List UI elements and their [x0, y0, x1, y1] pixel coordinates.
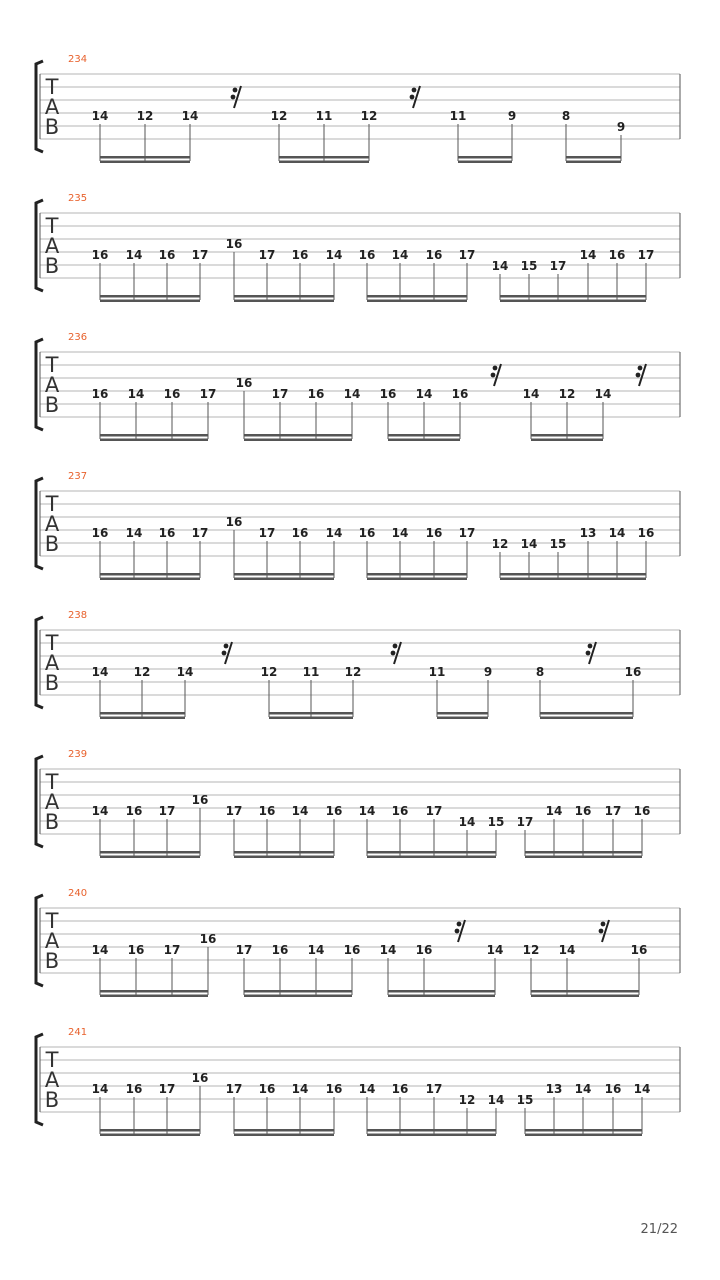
fret-number: 15 [516, 1093, 534, 1107]
tab-clef-letter: A [44, 373, 60, 397]
beam [388, 439, 460, 442]
fret-number: 16 [158, 248, 176, 262]
beam [234, 300, 334, 303]
tab-clef-letter: B [44, 532, 60, 556]
rest-flag-dot [412, 88, 417, 93]
fret-number: 16 [633, 804, 651, 818]
fret-number: 11 [315, 109, 333, 123]
beam [234, 573, 334, 576]
tab-clef-letter: T [45, 492, 59, 516]
fret-number: 17 [637, 248, 655, 262]
tab-clef-letter: B [44, 393, 60, 417]
beam [458, 161, 512, 164]
tab-clef-letter: A [44, 790, 60, 814]
beam [279, 156, 369, 159]
beam [388, 434, 460, 437]
tab-clef-letter: A [44, 929, 60, 953]
fret-number: 14 [415, 387, 433, 401]
fret-number: 14 [325, 248, 343, 262]
beam [540, 712, 633, 715]
beam [269, 712, 353, 715]
beam [100, 434, 208, 437]
tab-clef-letter: A [44, 1068, 60, 1092]
fret-number: 14 [307, 943, 325, 957]
beam [244, 995, 352, 998]
fret-number: 17 [163, 943, 181, 957]
fret-number: 14 [458, 815, 476, 829]
fret-number: 13 [579, 526, 597, 540]
rest-flag-dot [410, 95, 415, 100]
fret-number: 17 [191, 248, 209, 262]
fret-number: 16 [608, 248, 626, 262]
fret-number: 16 [125, 1082, 143, 1096]
beam [525, 1129, 642, 1132]
fret-number: 8 [535, 665, 545, 679]
fret-number: 17 [425, 804, 443, 818]
beam [367, 1134, 496, 1137]
fret-number: 17 [458, 526, 476, 540]
fret-number: 12 [270, 109, 288, 123]
fret-number: 14 [125, 526, 143, 540]
fret-number: 14 [520, 537, 538, 551]
beam [525, 1134, 642, 1137]
beam [525, 856, 642, 859]
fret-number: 16 [291, 248, 309, 262]
tab-clef-letter: A [44, 234, 60, 258]
rest-flag-dot [493, 366, 498, 371]
fret-number: 16 [630, 943, 648, 957]
fret-number: 14 [358, 804, 376, 818]
fret-number: 14 [91, 665, 109, 679]
beam [437, 717, 488, 720]
fret-number: 16 [91, 387, 109, 401]
rest-flag-dot [586, 651, 591, 656]
tab-clef-letter: B [44, 115, 60, 139]
fret-number: 16 [163, 387, 181, 401]
beam [500, 300, 646, 303]
fret-number: 14 [291, 804, 309, 818]
tab-clef-letter: T [45, 909, 59, 933]
fret-number: 16 [604, 1082, 622, 1096]
rest-flag-dot [588, 644, 593, 649]
fret-number: 16 [343, 943, 361, 957]
fret-number: 14 [486, 943, 504, 957]
fret-number: 17 [158, 804, 176, 818]
measure-number: 239 [68, 749, 88, 760]
fret-number: 14 [522, 387, 540, 401]
fret-number: 9 [507, 109, 517, 123]
tab-clef-letter: A [44, 95, 60, 119]
measure-number: 236 [68, 332, 88, 343]
beam [531, 990, 639, 993]
beam [100, 439, 208, 442]
fret-number: 14 [91, 943, 109, 957]
beam [500, 578, 646, 581]
beam [234, 856, 334, 859]
fret-number: 17 [271, 387, 289, 401]
fret-number: 16 [235, 376, 253, 390]
fret-number: 16 [191, 1071, 209, 1085]
fret-number: 11 [449, 109, 467, 123]
fret-number: 17 [199, 387, 217, 401]
beam [531, 995, 639, 998]
beam [234, 851, 334, 854]
rest-flag-dot [638, 366, 643, 371]
beam [540, 717, 633, 720]
fret-number: 17 [458, 248, 476, 262]
fret-number: 13 [545, 1082, 563, 1096]
tab-clef-letter: T [45, 75, 59, 99]
fret-number: 17 [235, 943, 253, 957]
rest-flag-dot [231, 95, 236, 100]
beam [244, 439, 352, 442]
fret-number: 9 [483, 665, 493, 679]
tab-clef-letter: B [44, 1088, 60, 1112]
tab-clef-letter: B [44, 949, 60, 973]
rest-flag-dot [457, 922, 462, 927]
fret-number: 16 [425, 248, 443, 262]
fret-number: 16 [258, 1082, 276, 1096]
beam [388, 990, 495, 993]
fret-number: 14 [91, 804, 109, 818]
beam [100, 295, 200, 298]
beam [269, 717, 353, 720]
beam [367, 856, 496, 859]
beam [367, 1129, 496, 1132]
fret-number: 14 [176, 665, 194, 679]
beam [388, 995, 495, 998]
beam [100, 578, 200, 581]
fret-number: 14 [291, 1082, 309, 1096]
beam [100, 161, 190, 164]
fret-number: 12 [344, 665, 362, 679]
rest-flag-dot [393, 644, 398, 649]
fret-number: 16 [415, 943, 433, 957]
fret-number: 17 [425, 1082, 443, 1096]
fret-number: 11 [302, 665, 320, 679]
fret-number: 14 [379, 943, 397, 957]
fret-number: 16 [425, 526, 443, 540]
beam [234, 578, 334, 581]
fret-number: 16 [391, 1082, 409, 1096]
rest-flag-dot [636, 373, 641, 378]
fret-number: 14 [574, 1082, 592, 1096]
fret-number: 12 [491, 537, 509, 551]
beam [531, 439, 603, 442]
fret-number: 14 [343, 387, 361, 401]
beam [100, 1134, 200, 1137]
beam [100, 995, 208, 998]
beam [367, 573, 467, 576]
fret-number: 15 [549, 537, 567, 551]
fret-number: 14 [391, 248, 409, 262]
fret-number: 14 [491, 259, 509, 273]
fret-number: 14 [594, 387, 612, 401]
measure-number: 241 [68, 1027, 88, 1038]
fret-number: 12 [360, 109, 378, 123]
fret-number: 16 [379, 387, 397, 401]
beam [500, 295, 646, 298]
rest-flag-dot [455, 929, 460, 934]
fret-number: 14 [91, 109, 109, 123]
beam [100, 1129, 200, 1132]
fret-number: 16 [624, 665, 642, 679]
beam [458, 156, 512, 159]
fret-number: 16 [574, 804, 592, 818]
fret-number: 16 [191, 793, 209, 807]
fret-number: 14 [579, 248, 597, 262]
fret-number: 11 [428, 665, 446, 679]
beam [525, 851, 642, 854]
fret-number: 16 [307, 387, 325, 401]
fret-number: 16 [637, 526, 655, 540]
fret-number: 14 [487, 1093, 505, 1107]
fret-number: 12 [458, 1093, 476, 1107]
tab-clef-letter: T [45, 353, 59, 377]
beam [234, 1129, 334, 1132]
fret-number: 14 [545, 804, 563, 818]
fret-number: 14 [125, 248, 143, 262]
page-number: 21/22 [640, 1222, 678, 1237]
fret-number: 17 [225, 1082, 243, 1096]
measure-number: 237 [68, 471, 88, 482]
fret-number: 16 [358, 526, 376, 540]
fret-number: 16 [358, 248, 376, 262]
fret-number: 14 [633, 1082, 651, 1096]
beam [100, 573, 200, 576]
fret-number: 16 [125, 804, 143, 818]
fret-number: 14 [91, 1082, 109, 1096]
tab-clef-letter: T [45, 1048, 59, 1072]
beam [367, 578, 467, 581]
rest-flag-dot [599, 929, 604, 934]
fret-number: 17 [158, 1082, 176, 1096]
beam [437, 712, 488, 715]
fret-number: 12 [558, 387, 576, 401]
beam [100, 717, 185, 720]
rest-flag-dot [222, 651, 227, 656]
beam [100, 856, 200, 859]
beam [100, 156, 190, 159]
beam [566, 161, 621, 164]
beam [234, 295, 334, 298]
rest-flag-dot [491, 373, 496, 378]
measure-number: 235 [68, 193, 88, 204]
fret-number: 17 [516, 815, 534, 829]
tab-clef-letter: T [45, 770, 59, 794]
fret-number: 17 [549, 259, 567, 273]
tab-clef-letter: B [44, 810, 60, 834]
fret-number: 16 [225, 515, 243, 529]
beam [100, 712, 185, 715]
beam [100, 990, 208, 993]
fret-number: 9 [616, 120, 626, 134]
fret-number: 17 [225, 804, 243, 818]
fret-number: 14 [608, 526, 626, 540]
measure-number: 238 [68, 610, 88, 621]
fret-number: 16 [451, 387, 469, 401]
fret-number: 12 [522, 943, 540, 957]
tab-clef-letter: A [44, 651, 60, 675]
fret-number: 16 [91, 248, 109, 262]
rest-flag-dot [233, 88, 238, 93]
fret-number: 17 [258, 526, 276, 540]
fret-number: 16 [127, 943, 145, 957]
beam [100, 851, 200, 854]
fret-number: 16 [271, 943, 289, 957]
fret-number: 17 [604, 804, 622, 818]
beam [531, 434, 603, 437]
beam [100, 300, 200, 303]
beam [244, 990, 352, 993]
fret-number: 12 [136, 109, 154, 123]
fret-number: 15 [487, 815, 505, 829]
tab-clef-letter: B [44, 254, 60, 278]
fret-number: 15 [520, 259, 538, 273]
beam [279, 161, 369, 164]
rest-flag-dot [224, 644, 229, 649]
fret-number: 14 [558, 943, 576, 957]
measure-number: 240 [68, 888, 88, 899]
beam [367, 295, 467, 298]
fret-number: 16 [158, 526, 176, 540]
fret-number: 14 [127, 387, 145, 401]
beam [234, 1134, 334, 1137]
fret-number: 16 [325, 804, 343, 818]
fret-number: 16 [258, 804, 276, 818]
tab-clef-letter: T [45, 631, 59, 655]
beam [566, 156, 621, 159]
fret-number: 14 [325, 526, 343, 540]
fret-number: 8 [561, 109, 571, 123]
fret-number: 12 [133, 665, 151, 679]
beam [367, 300, 467, 303]
fret-number: 17 [258, 248, 276, 262]
fret-number: 16 [391, 804, 409, 818]
tab-clef-letter: T [45, 214, 59, 238]
fret-number: 16 [325, 1082, 343, 1096]
tab-clef-letter: B [44, 671, 60, 695]
fret-number: 12 [260, 665, 278, 679]
beam [500, 573, 646, 576]
rest-flag-dot [391, 651, 396, 656]
fret-number: 16 [199, 932, 217, 946]
fret-number: 16 [91, 526, 109, 540]
beam [367, 851, 496, 854]
measure-number: 234 [68, 54, 88, 65]
fret-number: 14 [358, 1082, 376, 1096]
fret-number: 16 [225, 237, 243, 251]
fret-number: 17 [191, 526, 209, 540]
rest-flag-dot [601, 922, 606, 927]
fret-number: 16 [291, 526, 309, 540]
tab-clef-letter: A [44, 512, 60, 536]
fret-number: 14 [391, 526, 409, 540]
beam [244, 434, 352, 437]
fret-number: 14 [181, 109, 199, 123]
